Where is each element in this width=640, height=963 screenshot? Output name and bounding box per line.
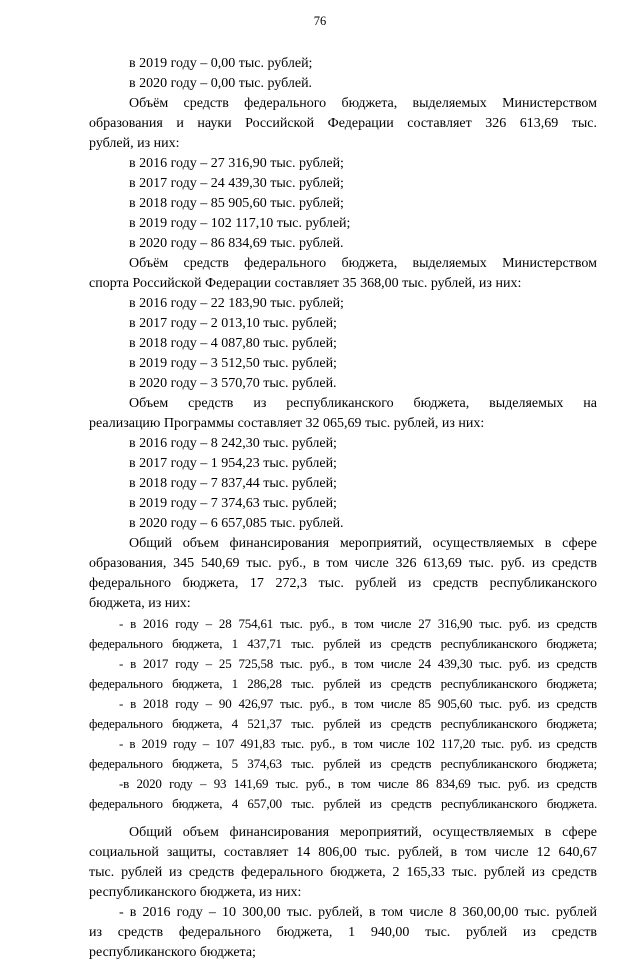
budget-line: в 2018 году – 7 837,44 тыс. рублей; (129, 476, 337, 491)
budget-line: в 2020 году – 86 834,69 тыс. рублей. (129, 236, 344, 251)
year-financing-line: федерального бюджета, 4 521,37 тыс. рублей из средств республиканского бюджета; (89, 716, 597, 731)
budget-line: в 2019 году – 7 374,63 тыс. рублей; (129, 496, 337, 511)
year-financing-line: федерального бюджета, 5 374,63 тыс. рублей из средств республиканского бюджета; (89, 756, 597, 771)
year-financing-line: федерального бюджета, 1 286,28 тыс. рублей из средств республиканского бюджета; (89, 676, 597, 691)
paragraph-line: Общий объем финансирования мероприятий, осуществляемых в сфере (129, 825, 597, 840)
budget-line: в 2017 году – 24 439,30 тыс. рублей; (129, 176, 344, 191)
paragraph-line: Общий объем финансирования мероприятий, осуществляемых в сфере (129, 536, 597, 551)
paragraph-line: Объём средств федерального бюджета, выделяемых Министерством (129, 96, 597, 111)
budget-line: в 2019 году – 0,00 тыс. рублей; (129, 56, 313, 71)
paragraph-line: образования и науки Российской Федерации составляет 326 613,69 тыс. (89, 116, 597, 131)
paragraph-line: бюджета, из них: (89, 596, 191, 611)
budget-line: в 2016 году – 27 316,90 тыс. рублей; (129, 156, 344, 171)
year-financing-line: федерального бюджета, 4 657,00 тыс. рублей из средств республиканского бюджета. (89, 796, 597, 811)
year-financing-line: - в 2018 году – 90 426,97 тыс. руб., в том числе 85 905,60 тыс. руб. из средств (119, 696, 597, 711)
paragraph-line: федерального бюджета, 17 272,3 тыс. рублей из средств республиканского (89, 576, 597, 591)
paragraph-line: реализацию Программы составляет 32 065,69 тыс. рублей, из них: (89, 416, 485, 431)
year-financing-line: из средств федерального бюджета, 1 940,00 тыс. рублей из средств (89, 925, 597, 940)
year-financing-line: - в 2016 году – 10 300,00 тыс. рублей, в том числе 8 360,00,00 тыс. рублей (119, 905, 597, 920)
budget-line: в 2016 году – 8 242,30 тыс. рублей; (129, 436, 337, 451)
paragraph-gap (89, 814, 597, 823)
paragraph-line: республиканского бюджета, из них: (89, 885, 302, 900)
paragraph-line: спорта Российской Федерации составляет 35 368,00 тыс. рублей, из них: (89, 276, 522, 291)
budget-line: в 2020 году – 0,00 тыс. рублей. (129, 76, 313, 91)
document-body (89, 54, 597, 963)
paragraph-line: тыс. рублей из средств федерального бюджета, 2 165,33 тыс. рублей из средств (89, 865, 597, 880)
budget-line: в 2016 году – 22 183,90 тыс. рублей; (129, 296, 344, 311)
paragraph-line: образования, 345 540,69 тыс. руб., в том числе 326 613,69 тыс. руб. из средств (89, 556, 597, 571)
year-financing-line: - в 2017 году – 25 725,58 тыс. руб., в том числе 24 439,30 тыс. руб. из средств (119, 656, 597, 671)
budget-line: в 2020 году – 3 570,70 тыс. рублей. (129, 376, 337, 391)
year-financing-line: республиканского бюджета; (89, 945, 256, 960)
year-financing-line: - в 2019 году – 107 491,83 тыс. руб., в том числе 102 117,20 тыс. руб. из средств (119, 736, 597, 751)
paragraph-line: Объём средств федерального бюджета, выделяемых Министерством (129, 256, 597, 271)
budget-line: в 2019 году – 102 117,10 тыс. рублей; (129, 216, 351, 231)
budget-line: в 2018 году – 4 087,80 тыс. рублей; (129, 336, 337, 351)
paragraph-line: Объем средств из республиканского бюджета, выделяемых на (129, 396, 597, 411)
budget-line: в 2018 году – 85 905,60 тыс. рублей; (129, 196, 344, 211)
paragraph-line: рублей, из них: (89, 136, 180, 151)
year-financing-line: - в 2016 году – 28 754,61 тыс. руб., в том числе 27 316,90 тыс. руб. из средств (119, 616, 597, 631)
year-financing-line: федерального бюджета, 1 437,71 тыс. рублей из средств республиканского бюджета; (89, 636, 597, 651)
year-financing-line: -в 2020 году – 93 141,69 тыс. руб., в том числе 86 834,69 тыс. руб. из средств (119, 776, 597, 791)
budget-line: в 2017 году – 2 013,10 тыс. рублей; (129, 316, 337, 331)
budget-line: в 2017 году – 1 954,23 тыс. рублей; (129, 456, 337, 471)
budget-line: в 2019 году – 3 512,50 тыс. рублей; (129, 356, 337, 371)
page-number: 76 (313, 14, 327, 28)
paragraph-line: социальной защиты, составляет 14 806,00 тыс. рублей, в том числе 12 640,67 (89, 845, 597, 860)
budget-line: в 2020 году – 6 657,085 тыс. рублей. (129, 516, 344, 531)
